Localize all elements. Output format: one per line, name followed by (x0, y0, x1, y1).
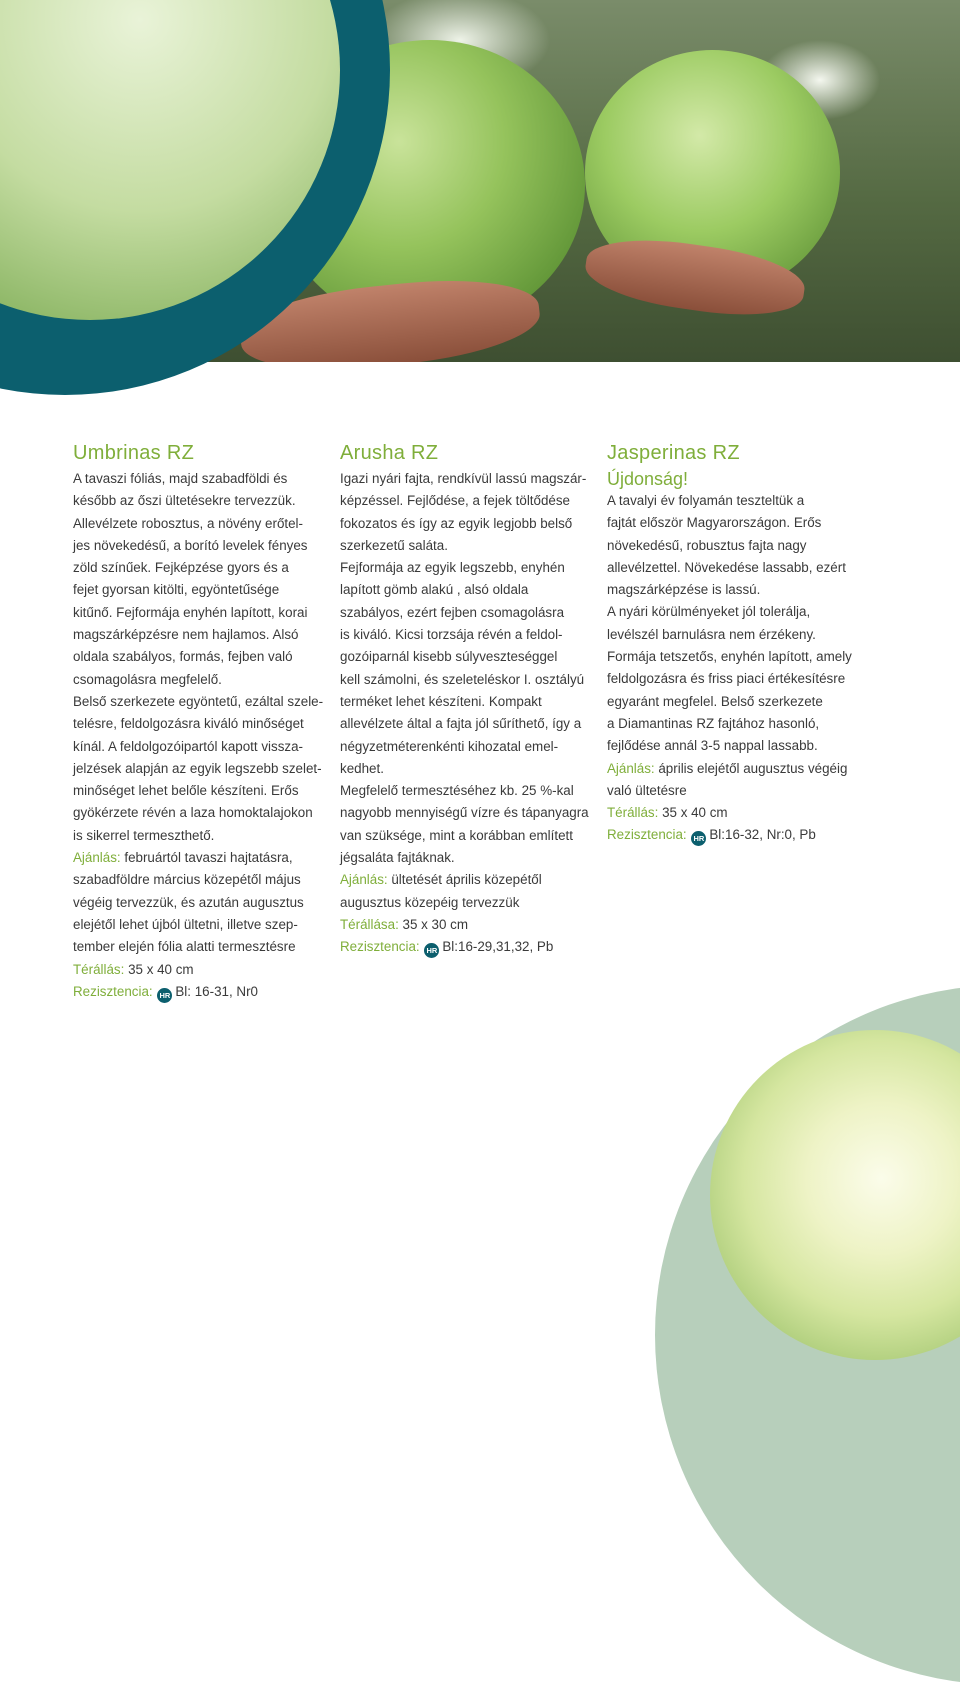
variety-title: Umbrinas RZ (73, 442, 195, 464)
recommendation-label: Ajánlás: (340, 872, 388, 888)
variety-column-arusha (340, 440, 595, 959)
resistance (73, 981, 328, 1003)
resistance-text: Bl:16-29,31,32, Pb (442, 939, 554, 955)
spacing-text: 35 x 40 cm (124, 961, 194, 977)
new-variety-badge: Újdonság! (607, 469, 689, 489)
recommendation-text: februártól tavaszi hajtatásra, szabadföldre március közepétől május végéig tervezzük, és azután augusztus elejétől lehet újból ültetni, illetve szep- tember elején fólia alatti termesztésre (73, 850, 304, 955)
recommendation (340, 869, 595, 914)
variety-description: Igazi nyári fajta, rendkívül lassú magszár- képzéssel. Fejlődése, a fejek töltődése fokozatos és így az egyik legjobb belső szerkezetű saláta. Fejformája az egyik legszebb, enyhén lapított gömb alakú , alsó oldala szabályos, ezért fejben csomagolásra is kiváló. Kicsi torzsája révén a feldol- gozóiparnál kisebb súlyveszteséggel kell számolni, és szeleteléskor I. osztályú terméket lehet készíteni. Kompakt allevélzete által a fajta jól sűríthető, így a négyzetméterenkénti kihozatal emel- kedhet. Megfelelő termesztéséhez kb. 25 %-kal nagyobb mennyiségű vízre és tápanyagra van szüksége, mint a korábban említett jégsaláta fajtáknak. (340, 471, 589, 866)
spacing (73, 959, 328, 981)
recommendation (607, 758, 877, 803)
variety-title: Jasperinas RZ (607, 442, 740, 464)
variety-column-umbrinas (73, 440, 328, 1003)
spacing (607, 802, 877, 824)
resistance (607, 824, 877, 846)
recommendation-text: ültetését április közepétől augusztus közepéig tervezzük (340, 872, 542, 910)
recommendation (73, 847, 328, 958)
resistance (340, 936, 595, 958)
variety-description: A tavaszi fóliás, majd szabadföldi és később az őszi ültetésekre tervezzük. Allevélzete robosztus, a növény erőtel- jes növekedésű, a borító levelek fényes zöld színűek. Fejképzése gyors és a fejet gyorsan kitölti, egyöntetűsége kitűnő. Fejformája enyhén lapított, korai magszárképzésre nem hajlamos. Alsó oldala szabályos, formás, fejben való csomagolásra megfelelő. Belső szerkezete egyöntetű, ezáltal szele- telésre, feldolgozásra kiváló minőséget kínál. A feldolgozóipartól kapott vissza- jelzések alapján az egyik legszebb szelet- minőséget lehet belőle készíteni. Erős gyökérzete révén a laza homoktalajokon is sikerrel termeszthető. (73, 471, 324, 843)
spacing-label: Térállás: (73, 961, 125, 977)
spacing-text: 35 x 30 cm (398, 916, 469, 932)
variety-column-jasperinas (607, 440, 877, 847)
resistance-text: Bl: 16-31, Nr0 (175, 983, 258, 999)
hr-resistance-icon: HR (691, 831, 706, 846)
resistance-label: Rezisztencia: (607, 827, 687, 843)
spacing-label: Térállás: (607, 805, 659, 821)
resistance-label: Rezisztencia: (340, 939, 420, 955)
resistance-text: Bl:16-32, Nr:0, Pb (709, 827, 816, 843)
spacing-label: Térállása: (340, 916, 399, 932)
recommendation-label: Ajánlás: (73, 850, 121, 866)
recommendation-text: április elejétől augusztus végéig való ültetésre (607, 760, 848, 798)
hr-resistance-icon: HR (424, 943, 439, 958)
hr-resistance-icon: HR (157, 988, 172, 1003)
resistance-label: Rezisztencia: (73, 983, 153, 999)
spacing (340, 914, 595, 936)
recommendation-label: Ajánlás: (607, 760, 655, 776)
variety-title: Arusha RZ (340, 442, 439, 464)
variety-description: A tavalyi év folyamán teszteltük a fajtát először Magyarországon. Erős növekedésű, robusztus fajta nagy allevélzettel. Növekedése lassabb, ezért magszárképzése is lassú. A nyári körülményeket jól tolerálja, levélszél barnulásra nem érzékeny. Formája tetszetős, enyhén lapított, amely feldolgozásra és friss piaci értékesítésre egyaránt megfelel. Belső szerkezete a Diamantinas RZ fajtához hasonló, fejlődése annál 3-5 nappal lassabb. (607, 493, 852, 754)
spacing-text: 35 x 40 cm (658, 805, 728, 821)
